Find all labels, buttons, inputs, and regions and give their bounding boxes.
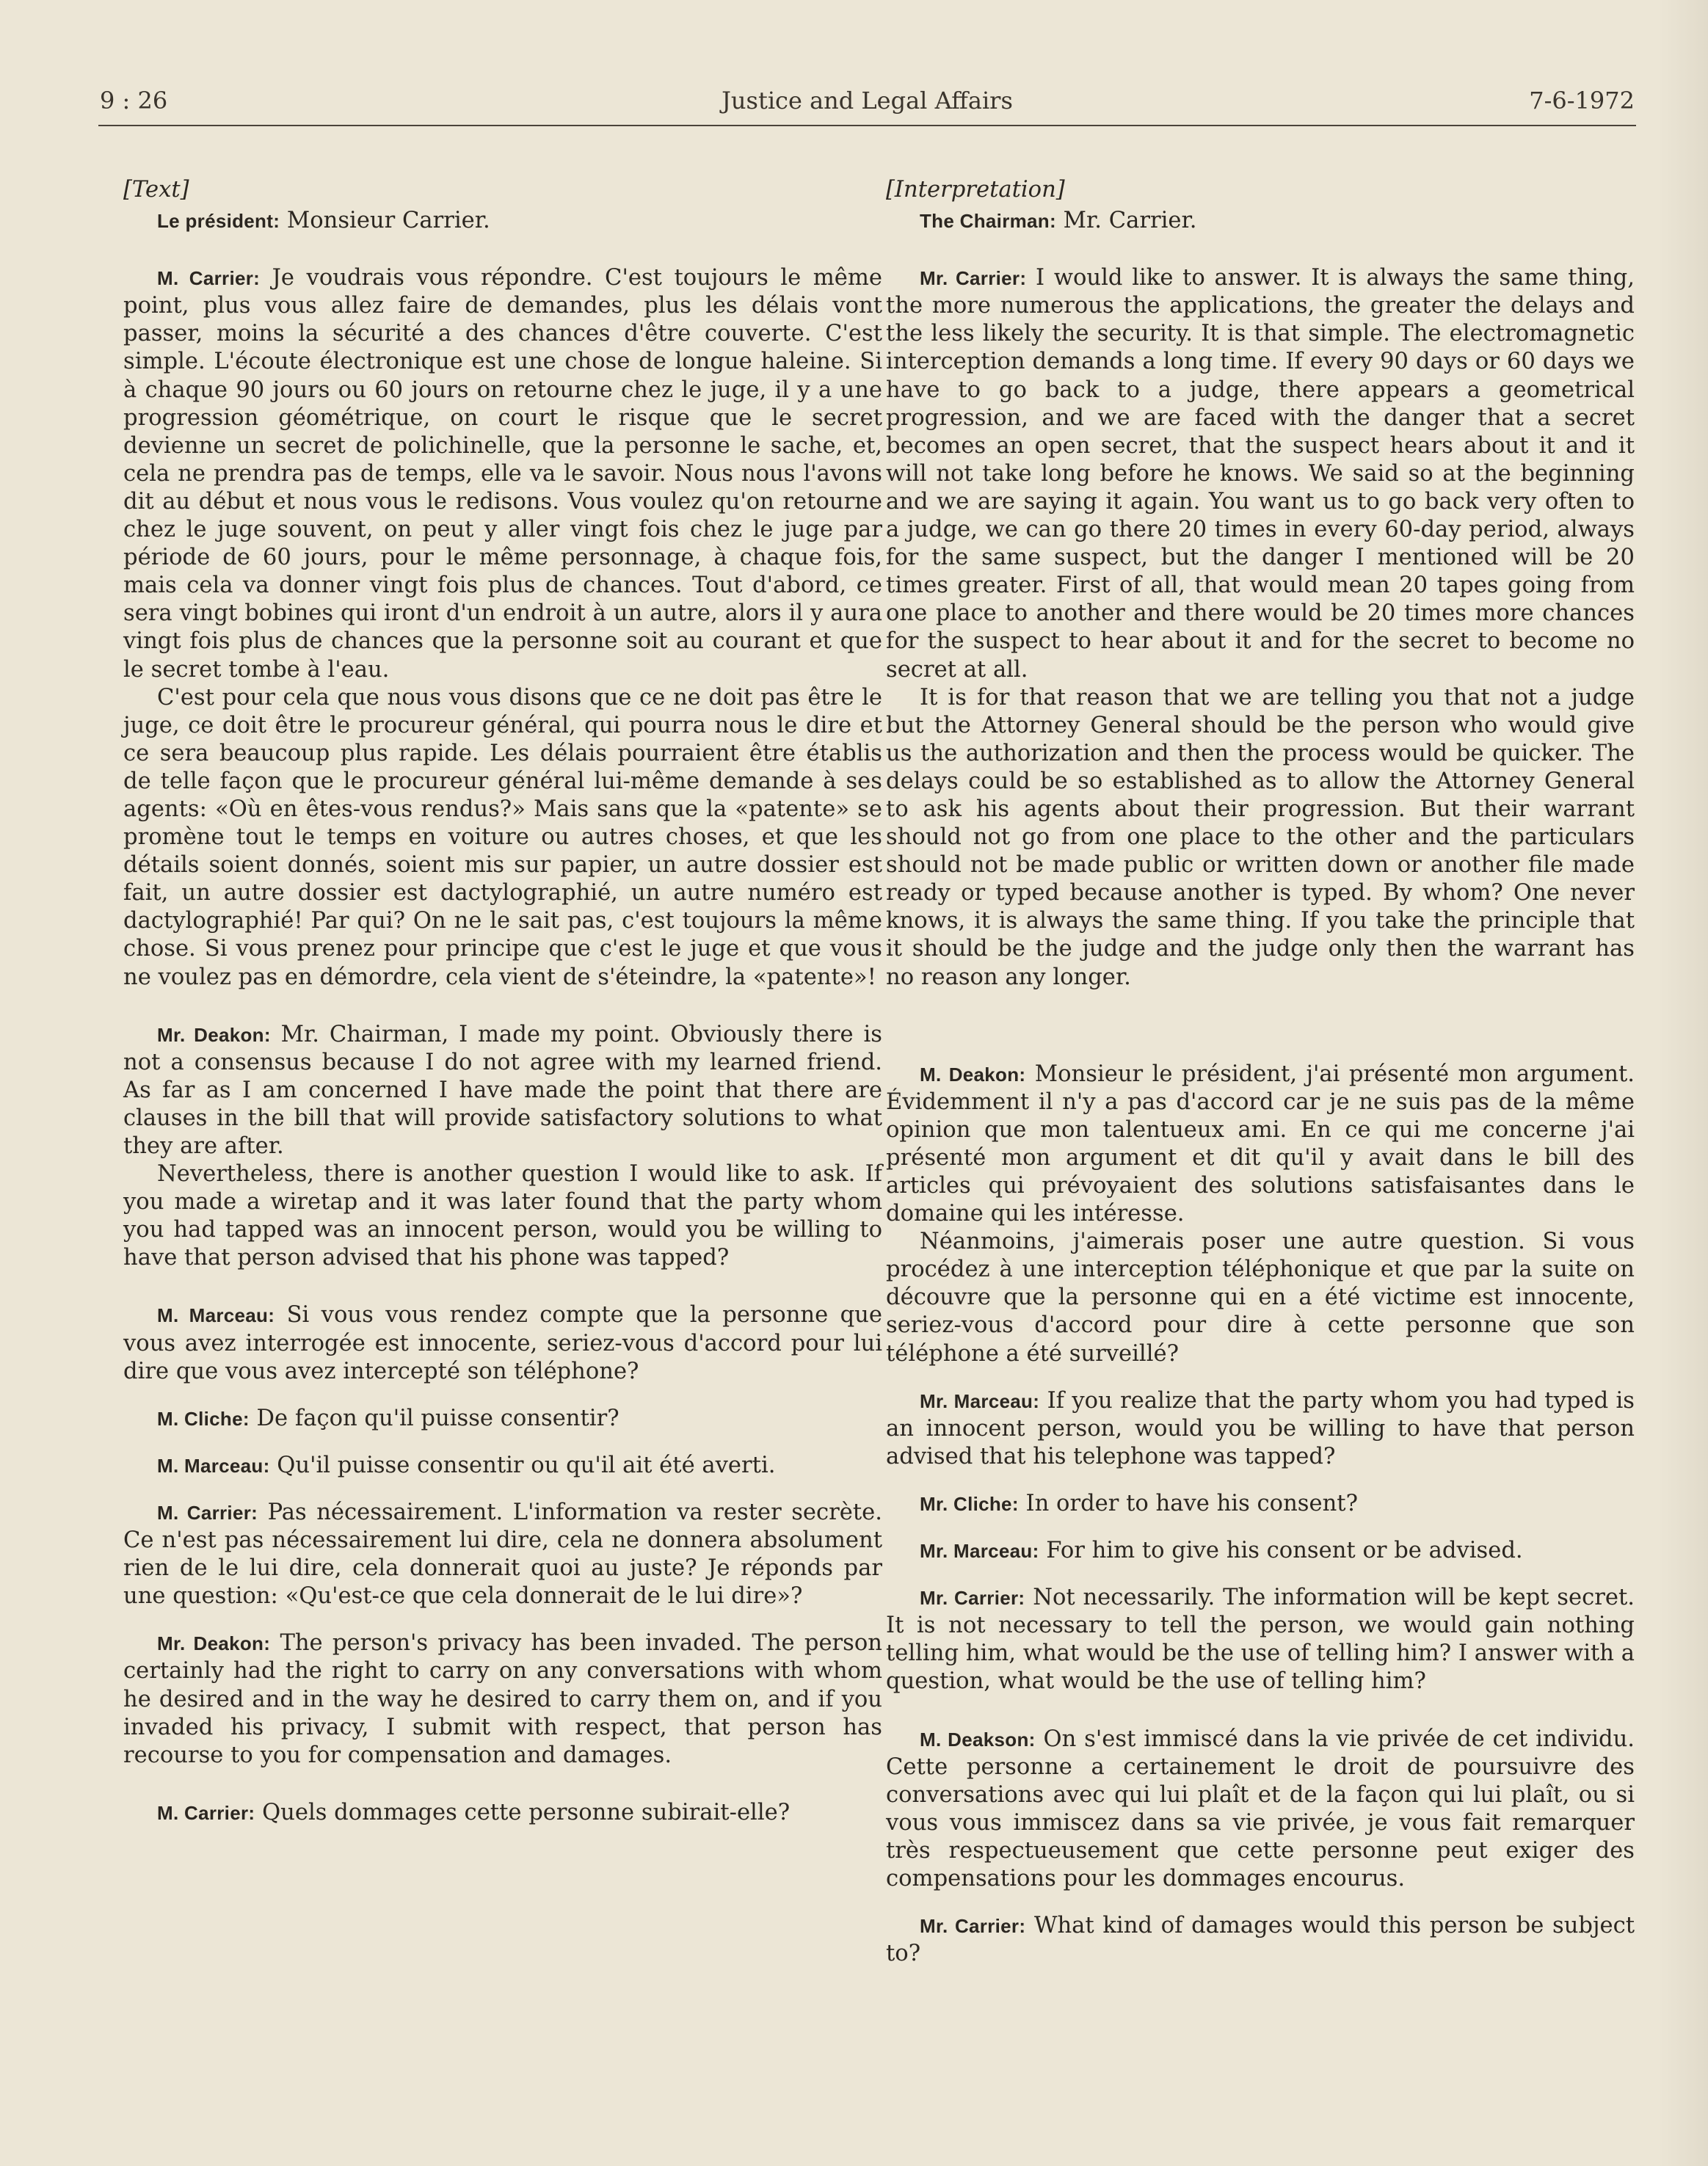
speech-block [123,1499,882,1610]
speech-block [886,1537,1635,1565]
speech-text: Qu'il puisse consentir ou qu'il ait été averti. [277,1452,776,1478]
speaker-name: Mr. Cliche: [920,1492,1019,1515]
speech-paragraph [886,684,1635,992]
header-date: 7-6-1972 [1529,87,1635,115]
speech-block [123,264,882,683]
speaker-name: Mr. Marceau: [920,1540,1039,1563]
header-rule [98,125,1636,126]
speech-block [123,1405,882,1433]
speech-paragraph [123,1160,882,1272]
section-label-interpretation: [Interpretation] [886,177,1065,203]
speech-text: Mr. Carrier. [1063,208,1197,234]
speech-block [123,207,882,235]
speech-text: Mr. Chairman, I made my point. Obviously there is not a consensus because I do not agree with my learned friend. As far as I am concerned I have made the point that there are clauses in the bill that will provide satisfactory solutions to what they are after. [123,1021,882,1159]
speaker-name: M. Carrier: [157,1501,258,1524]
right-column [886,176,1635,1968]
speech-text: If you realize that the party whom you had typed is an innocent person, would you be willing to have that person advised that his telephone was tapped? [886,1387,1635,1469]
speech-block [886,1490,1635,1518]
speech-block [886,264,1635,683]
speech-text: Néanmoins, j'aimerais poser une autre question. Si vous procédez à une interception téléphonique et que par la suite on découvre que la personne qui en a été victime est innocente, seriez-vous d'accord pour dire à cette personne que son téléphone a été surveillé? [886,1229,1635,1367]
section-label-text: [Text] [123,177,189,203]
speech-text: The person's privacy has been invaded. The person certainly had the right to carry on any conversations with whom he desired and in the way he desired to carry them on, and if you invaded his privacy, I submit with respect, that person has recourse to you for compensation and damages. [123,1630,882,1768]
speaker-name: Mr. Carrier: [920,267,1027,290]
speaker-name: The Chairman: [920,210,1056,233]
speech-text: Quels dommages cette personne subirait-elle? [262,1799,791,1825]
speech-block [123,1021,882,1160]
header-title: Justice and Legal Affairs [722,87,1013,115]
page-number: 9 : 26 [100,87,168,115]
speech-block [886,1912,1635,1968]
speech-text: What kind of damages would this person be subject to? [886,1913,1635,1967]
speech-block [123,1629,882,1769]
speech-text: Je voudrais vous répondre. C'est toujours le même point, plus vous allez faire de demandes, plus les délais vont passer, moins la sécurité a des chances d'être couverte. C'est simple. L'écoute électronique est une chose de longue haleine. Si à chaque 90 jours ou 60 jours on retourne chez le juge, il y a une progression géométrique, on court le risque que le secret devienne un secret de polichinelle, que la personne le sache, et, cela ne prendra pas de temps, elle va le savoir. Nous nous l'avons dit au début et nous vous le redisons. Vous voulez qu'on retourne chez le juge souvent, on peut y aller vingt fois chez le juge par période de 60 jours, pour le même personnage, à chaque fois, mais cela va donner vingt fois plus de chances. Tout d'abord, ce sera vingt bobines qui iront d'un endroit à un autre, alors il y aura vingt fois plus de chances que la personne soit au courant et que le secret tombe à l'eau. [123,265,882,683]
speaker-name: Le président: [157,210,280,233]
speech-block [886,1387,1635,1471]
speech-text: Monsieur Carrier. [286,208,490,234]
speaker-name: M. Carrier: [157,267,261,290]
speaker-name: M. Marceau: [157,1304,275,1327]
speaker-name: M. Deakon: [920,1063,1026,1086]
speech-block [886,1584,1635,1696]
speech-block [886,1061,1635,1229]
speech-text: Monsieur le président, j'ai présenté mon argument. Évidemment il n'y a pas d'accord car je ne suis pas de la même opinion que mon talentueux ami. En ce qui me concerne j'ai présenté mon argument et dit qu'il y avait dans le bill des articles qui prévoyaient des solutions satisfaisantes dans le domaine qui les intéresse. [886,1061,1635,1227]
speaker-name: Mr. Carrier: [920,1915,1026,1938]
speech-block [886,1726,1635,1894]
speech-text: In order to have his consent? [1025,1490,1358,1516]
speech-text: C'est pour cela que nous vous disons que ce ne doit pas être le juge, ce doit être le procureur général, qui pourra nous le dire et ce sera beaucoup plus rapide. Les délais pourraient être établis de telle façon que le procureur général lui-même demande à ses agents: «Où en êtes-vous rendus?» Mais sans que la «patente» se promène tout le temps en voiture ou autres choses, et que les détails soient donnés, soient mis sur papier, un autre dossier est fait, un autre dossier est dactylographié, un autre numéro est dactylographié! Par qui? On ne le sait pas, c'est toujours la même chose. Si vous prenez pour principe que c'est le juge et que vous ne voulez pas en démordre, cela vient de s'éteindre, la «patente»! [123,684,882,990]
speaker-name: M. Marceau: [157,1454,270,1477]
speech-text: Pas nécessairement. L'information va rester secrète. Ce n'est pas nécessairement lui dire, cela ne donnera absolument rien de le lui dire, cela donnerait quoi au juste? Je réponds par une question: «Qu'est-ce que cela donnerait de le lui dire»? [123,1499,882,1610]
speech-text: On s'est immiscé dans la vie privée de cet individu. Cette personne a certainement le droit de poursuivre des conversations avec qui lui plaît et de la façon qui lui plaît, ou si vous vous immiscez dans sa vie privée, je vous fait remarquer très respectueusement que cette personne peut exiger des compensations pour les dommages encourus. [886,1726,1635,1891]
speech-text: Si vous vous rendez compte que la personne que vous avez interrogée est innocente, seriez-vous d'accord pour lui dire que vous avez intercepté son téléphone? [123,1302,882,1384]
speech-text: Nevertheless, there is another question I would like to ask. If you made a wiretap and it was later found that the party whom you had tapped was an innocent person, would you be willing to have that person advised that his phone was tapped? [123,1161,882,1271]
speaker-name: M. Deakson: [920,1728,1036,1751]
speaker-name: Mr. Deakon: [157,1023,271,1046]
speaker-name: Mr. Carrier: [920,1587,1025,1610]
speech-paragraph [123,684,882,992]
speaker-name: Mr. Marceau: [920,1389,1040,1412]
speech-block [123,1799,882,1827]
speech-text: For him to give his consent or be advised. [1046,1538,1523,1564]
speech-paragraph [886,1228,1635,1367]
speech-text: Not necessarily. The information will be kept secret. It is not necessary to tell the person, we would gain nothing telling him, what would be the use of telling him? I answer with a question, what would be the use of telling him? [886,1585,1635,1695]
running-header [100,82,1635,116]
speaker-name: M. Cliche: [157,1407,250,1430]
speech-text: I would like to answer. It is always the same thing, the more numerous the applications, the greater the delays and the less likely the security. It is that simple. The electromagnetic interception demands a long time. If every 90 days or 60 days we have to go back to a judge, there appears a geometrical progression, and we are faced with the danger that a secret becomes an open secret, that the suspect hears about it and it will not take long before he knows. We said so at the beginning and we are saying it again. You want us to go back very often to a judge, we can go there 20 times in every 60-day period, always for the same suspect, but the danger I mentioned will be 20 times greater. First of all, that would mean 20 tapes going from one place to another and there would be 20 times more chances for the suspect to hear about it and for the secret to become no secret at all. [886,265,1635,683]
speech-block [886,207,1635,235]
speech-block [123,1452,882,1480]
speech-text: It is for that reason that we are telling you that not a judge but the Attorney General should be the person who would give us the authorization and then the process would be quicker. The delays could be so established as to allow the Attorney General to ask his agents about their progression. But their warrant should not go from one place to the other and the particulars should not be made public or written down or another file made ready or typed because another is typed. By whom? One never knows, it is always the same thing. If you take the principle that it should be the judge and the judge only then the warrant has no reason any longer. [886,684,1635,990]
speech-text: De façon qu'il puisse consentir? [256,1405,619,1431]
speaker-name: M. Carrier: [157,1801,255,1824]
speech-block [123,1301,882,1385]
page-edge-shadow [1657,0,1708,2166]
left-column [123,176,882,1827]
speaker-name: Mr. Deakon: [157,1632,271,1655]
